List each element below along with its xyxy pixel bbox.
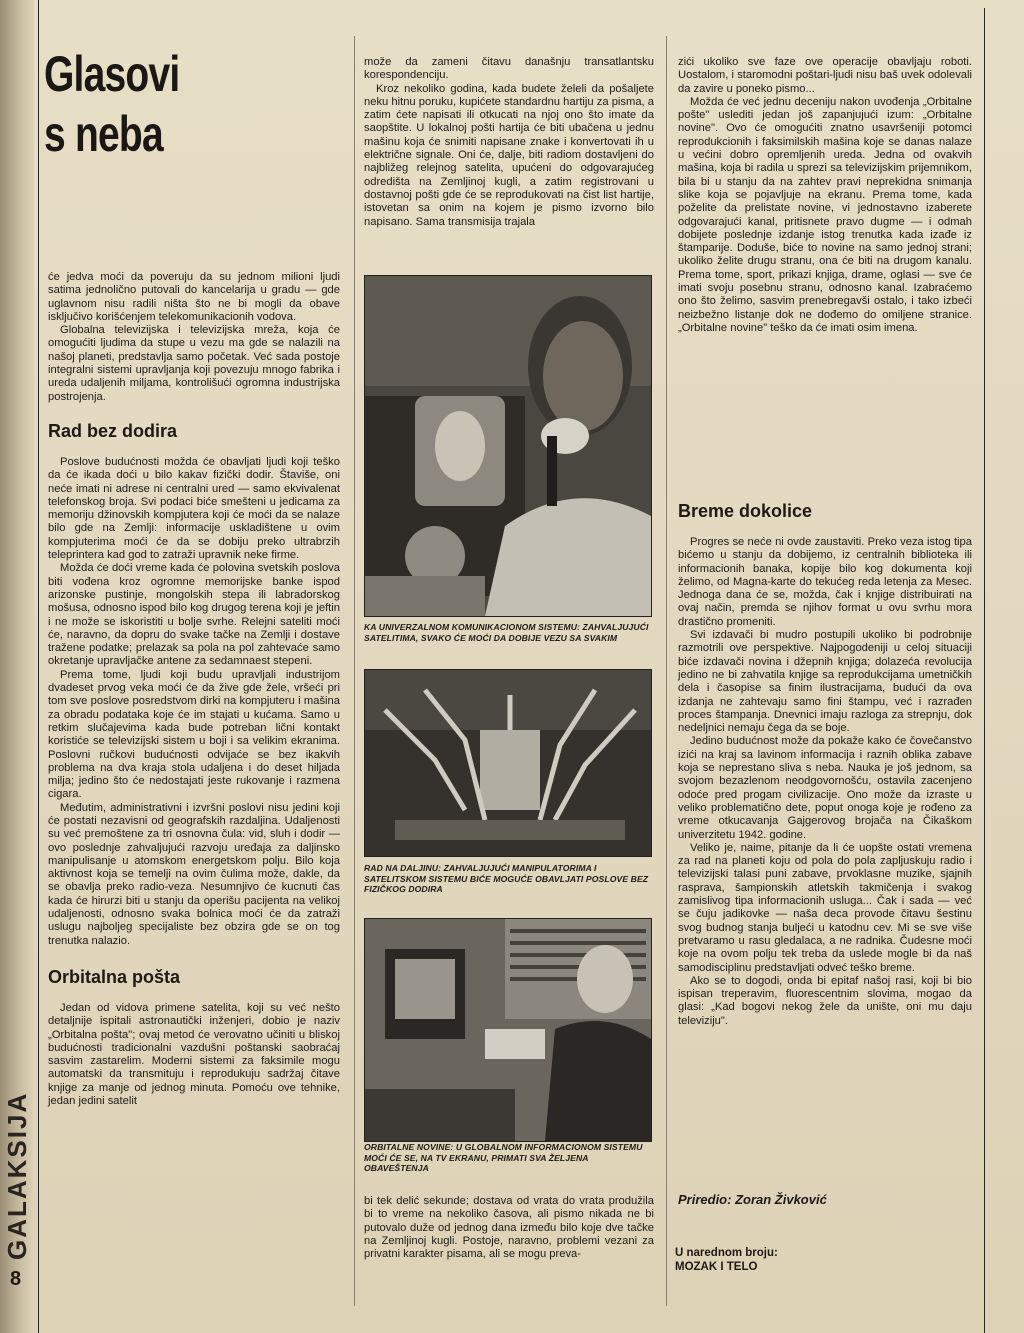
section-heading-rad-bez-dodira: Rad bez dodira	[48, 420, 178, 441]
paragraph: će jedva moći da poveruju da su jednom milioni ljudi satima jednolično putovali do kancelarija u gradu — gde uglavnom nisu radili ništa što ne bi mogli da obave isključivo korišćenjem telekomunikacionih vodova.	[48, 271, 340, 323]
spine-text: GALAKSIJA	[2, 1091, 32, 1260]
photo-manipulators-image	[365, 670, 651, 856]
column-3-bottom	[678, 500, 972, 1028]
paragraph: Globalna televizijska i televizijska mreža, koja će omogućiti ljudima da stupe u vezu ma gde se nalazili na našoj planeti, predstavlja samo početak. Već sada postoje integralni sistemi upravljanja koji povezuju mnogo fabrika i ureda udaljenih miljama, kontrolišući ogromna industrijska postrojenja.	[48, 324, 340, 403]
column-2-bottom	[364, 1195, 654, 1261]
photo-caption-2: RAD NA DALJINU: ZAHVALJUJUĆI MANIPULATORIMA I SATELITSKOM SISTEMU BIĆE MOGUĆE OBAVLJATI POSLOVE BEZ FIZIČKOG DODIRA	[364, 863, 649, 894]
paragraph: Jedino budućnost može da pokaže kako će čovečanstvo izići na kraj sa lavinom informacija i raznih oblika zabave koja se neprestano sliva s neba. Nauka je još jednom, sa svojom bezazlenom neodgovornošću, ostavila zacenjeno odoće pred progam civilizacije. Ono može da izraste u veliko problematično dete, poput onoga koje je rođeno za vreme otkucavanja Gajgerovog brojača na Čikaškom univerzitetu 1942. godine.	[678, 735, 972, 841]
column-divider-1	[354, 36, 355, 1306]
paragraph: Jedan od vidova primene satelita, koji su već nešto detaljnije ispitali astronautički inženjeri, dobio je naziv „Orbitalna pošta"; ovaj metod će verovatno učiniti u bliskoj budućnosti tradicionalni vazdušni poštanski saobraćaj sasvim zastarelim. Moderni sistemi za faksimile mogu automatski da transmituju i reprodukuju sadržaj čitave knjige za manje od jednog minuta. Pomoću ove tehnike, jedan jedini satelit	[48, 1001, 340, 1108]
page-number: 8	[10, 1268, 22, 1290]
paragraph: Možda će doći vreme kada će polovina svetskih poslova biti vođena kroz ogromne memorijske banke ispod arizonske pustinje, mongolskih stepa ili labradorskog mošusa, odnosno ispod bilo kog drugog terena koji je jeftin i ne može se iskoristiti u bolje svrhe. Relejni sateliti moći će, naravno, da dopru do svake tačke na Zemlji i dostave tražene podatke; prelazak sa pola na pol zahtevaće samo okretanje upravljačke antene za sedamnaest stepeni.	[48, 562, 340, 668]
column-1	[48, 271, 340, 1108]
column-2-top	[364, 56, 654, 229]
paragraph: Svi izdavači bi mudro postupili ukoliko bi podrobnije razmotrili ove perspektive. Najpogodeniji u celoj situaciji biće izdavači novina i džepnih knjiga; dolazeća revolucija jedino ne bi zahvatila knjige sa reprodukcijama umetničkih dela i časopise sa finim ilustracijama, budući da ova izdanja ne zahtevaju samo fini štampu, već i razrađen proces štampanja. Dnevnici imaju razloga za strepnju, dok nedeljnici nemaju čega da se boje.	[678, 629, 972, 735]
photo-manipulators	[364, 669, 652, 857]
right-border-rule	[984, 8, 985, 1333]
photo-phone-woman	[364, 275, 652, 617]
paragraph: Možda će već jednu deceniju nakon uvođenja „Orbitalne pošte" uslediti jedan još zapanjujući izum: „Orbitalne novine". Ovo će omogućiti znatno usavršeniji potomci reprodukcionih i faksimilskih mašina koje se danas nalaze u većini dobro opremljenih ureda. Jedna od ovakvih mašina, koja bi radila u sprezi sa televizijskim prijemnikom, bila bi u stanju da na zahtev pravi neprekidna snimanja slike koja se pojavljuje na ekranu. Prema tome, kada poželite da prelistate novine, vi jednostavno izaberete odgovarajući kanal, pritisnete pravo dugme — i odmah dobijete poslednje izdanje istog trenutka kada izađe iz štamparije. Doduše, biće to novine na samo jednoj strani; ukoliko želite drugu stranu, ona će biti na drugom kanalu. Prema tome, sport, prikazi knjiga, drame, oglasi — sve će imati svoju posebnu stranu, odnosno kanal. Izabraćemo ono što želimo, sasvim prenebregavši ostalo, i tako izbeći neizbežno listanje dok ne dođemo do omiljene stranice. „Orbitalne novine" teško da će imati osim imena.	[678, 95, 972, 334]
photo-phone-woman-image	[365, 276, 651, 616]
paragraph: Poslove budućnosti možda će obavljati ljudi koji teško da će ikada doći u bilo kakav fizički dodir. Štaviše, oni neće imati ni adrese ni centralni ured — samo ekvivalenat telefonskog broja. Svi podaci biće smešteni u jedicama za memoriju džinovskih kompjutera koji će moći da se nalaze bilo gde na Zemlji: informacije uskladištene u ovim kompjuterima moći će da se dobiju preko ultrabrzih teleprintera kad god to zatraži upravnik neke firme.	[48, 455, 340, 562]
paragraph: Prema tome, ljudi koji budu upravljali industrijom dvadeset prvog veka moći će da žive gde žele, vršeći pri tom sve poslove posredstvom dirki na kompjuteru i mašina za obradu podataka koje će im stajati u kućama. Samo u retkim slučajevima kada bude potreban lični kontakt koristiće se televizijski sistem u boji i sa velikim ekranima. Poslovni ručkovi budućnosti odvijaće se bez ikakvih problema na dva kraja stola udaljena i do deset hiljada milja; jedino što će nedostajati jeste rukovanje i razmena cigara.	[48, 668, 340, 801]
author-credit: Priredio: Zoran Živković	[678, 1192, 827, 1207]
next-issue-title: MOZAK I TELO	[675, 1261, 758, 1273]
paragraph: Ako se to dogodi, onda bi epitaf našoj rasi, koji bi bio ispisan treperavim, fluorescentnim slovima, mogao da glasi: „Kad bogovi nekog žele da unište, oni mu daju televiziju".	[678, 974, 972, 1027]
section-heading-breme-dokolice: Breme dokolice	[678, 501, 813, 521]
photo-terminal-man	[364, 918, 652, 1142]
paragraph: zići ukoliko sve faze ove operacije obavljaju roboti. Uostalom, i staromodni poštari-ljudi nisu baš uvek odolevali da zavire u poneko pismo...	[678, 56, 972, 95]
photo-caption-1: KA UNIVERZALNOM KOMUNIKACIONOM SISTEMU: ZAHVALJUJUĆI SATELITIMA, SVAKO ĆE MOĆI DA DOBIJE VEZU SA SVAKIM	[364, 622, 649, 643]
paragraph: bi tek delić sekunde; dostava od vrata do vrata produžila bi to vreme na nekoliko časova, ali pismo nikada ne bi putovalo duže od jednog dana između bilo koje dve tačke na Zemljinoj kugli. Postoje, naravno, problemi vezani za privatni karakter pisama, ali se mogu preva-	[364, 1195, 654, 1261]
next-issue-label: U narednom broju:	[675, 1247, 778, 1259]
paragraph: Veliko je, naime, pitanje da li će uopšte ostati vremena za rad na planeti koju od pola do pola zapljuskuju radio i televizijski talasi puni zabave, prvoklasne muzike, sjajnih rasprava, šampionskih atletskih takmičenja i svakog zamislivog tipa informacionih usluga... Čak i sada — već se čuju jadikovke — naša deca provode čitavu šestinu svog budnog stanja buljeći u katodnu cev. Mi se sve više pretvaramo u rasu gledalaca, a ne radnika. Čudesne moći koje na ovom polju tek treba da uslede mogle bi da naš samodisciplinu predstavljati odveć teško breme.	[678, 841, 972, 974]
column-divider-2	[666, 36, 667, 1306]
paragraph: Međutim, administrativni i izvršni poslovi nisu jedini koji će postati nezavisni od geografskih razdaljina. Udaljenosti su već premoštene za tri osnovna čula: vid, sluh i dodir — ovo poslednje zahvaljujući razvoju uređaja za daljinsko manipulisanje u atomskom energetskom polju. Bilo koja aktivnost koja se temelji na ovim čulima može, dakle, da se obavlja preko radio-veza. Nesumnjivo će kucnuti čas kada će hirurzi biti u stanju da operišu pacijenta na velikoj udaljenosti, odnosno svaka bolnica moći će da zatraži uslugu najboljeg specijaliste bez obzira gde se on tog trenutka nalazio.	[48, 801, 340, 947]
section-heading-orbitalna-posta: Orbitalna pošta	[48, 966, 181, 987]
photo-terminal-man-image	[365, 919, 651, 1141]
left-border-rule	[38, 0, 39, 1333]
column-3-top	[678, 56, 972, 335]
photo-caption-3: ORBITALNE NOVINE: U GLOBALNOM INFORMACIONOM SISTEMU MOĆI ĆE SE, NA TV EKRANU, PRIMATI SVA ŽELJENA OBAVEŠTENJA	[364, 1142, 643, 1173]
paragraph: Kroz nekoliko godina, kada budete želeli da pošaljete neku hitnu poruku, kupićete standardnu hartiju za pisma, a zatim ćete napisati ili otkucati na njoj ono što imate da saopštite. U lokalnoj pošti hartija će biti ubačena u jednu mašinu koja će snimiti napisane znake i konvertovati ih u električne signale. Oni će, dalje, biti radiom dostavljeni do najbližeg relejnog satelita, upućeni do odgovarajućeg odredišta na Zemljinoj kugli, a zatim registrovani u dostavnoj pošti gde će se reprodukovati na čist list hartije, istovetan sa onim na kojem je pismo izvorno bilo napisano. Sama transmisija trajala	[364, 82, 654, 228]
next-issue	[675, 1246, 778, 1274]
paragraph: Progres se neće ni ovde zaustaviti. Preko veza istog tipa bićemo u stanju da dobijemo, iz centralnih biblioteka ili informacionih banaka, kopije bilo kog dokumenta koji želimo, od Magna-karte do tekućeg reda letenja za Mesec. Jednoga dana će se, možda, čak i knjige distribuirati na ovaj način, premda se njihov format u ovu svrhu mora drastično promeniti.	[678, 536, 972, 628]
paragraph: može da zameni čitavu današnju transatlantsku korespondenciju.	[364, 56, 654, 82]
article-title: Glasovi s neba	[44, 46, 180, 162]
